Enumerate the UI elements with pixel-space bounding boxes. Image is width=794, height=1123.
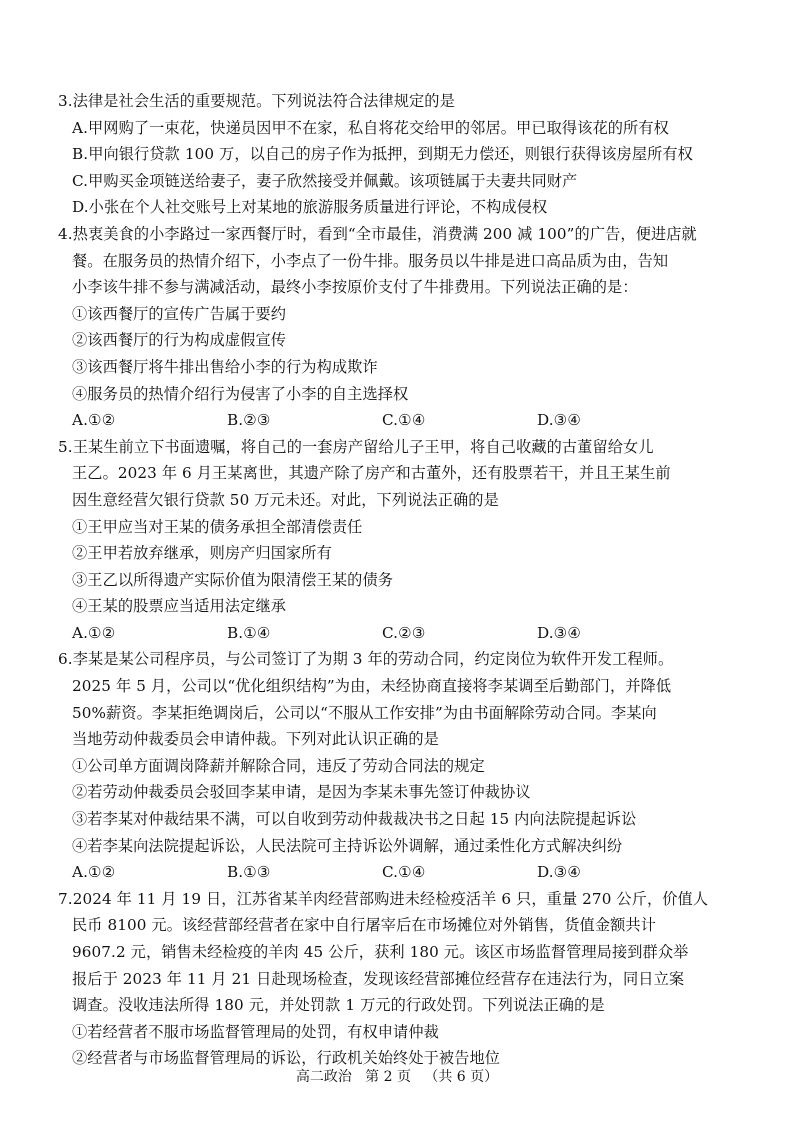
question-stem: 民币 8100 元。该经营部经营者在家中自行屠宰后在市场摊位对外销售，货值金额共计 <box>72 916 656 935</box>
question-stem: 报后于 2023 年 11 月 21 日赴现场检查，发现该经营部摊位经营存在违法行为，同日立案 <box>72 969 685 988</box>
choice-a: A.甲网购了一束花，快递员因甲不在家，私自将花交给甲的邻居。甲已取得该花的所有权 <box>72 118 669 137</box>
option-b: B.①③ <box>227 863 271 882</box>
question-stem: 小李该牛排不参与满减活动，最终小李按原价支付了牛排费用。下列说法正确的是： <box>72 278 638 297</box>
option-a: A.①② <box>72 623 116 642</box>
question-stem: 因生意经营欠银行贷款 50 万元未还。对此，下列说法正确的是 <box>72 490 499 509</box>
question-stem: 王乙。2023 年 6 月王某离世，其遗产除了房产和古董外，还有股票若干，并且王某生前 <box>72 464 671 483</box>
question-6 <box>58 646 754 885</box>
question-stem: 6.李某是某公司程序员，与公司签订了为期 3 年的劳动合同，约定岗位为软件开发工程师。 <box>58 650 674 669</box>
option-b: B.②③ <box>227 411 271 430</box>
question-stem: 当地劳动仲裁委员会申请仲裁。下列对此认识正确的是 <box>72 730 439 749</box>
choice-b: B.甲向银行贷款 100 万，以自己的房子作为抵押，到期无力偿还，则银行获得该房屋所有权 <box>72 145 693 164</box>
options-row <box>58 620 754 647</box>
statement: ④服务员的热情介绍行为侵害了小李的自主选择权 <box>72 384 409 403</box>
option-c: C.①④ <box>382 411 426 430</box>
choice-d: D.小张在个人社交账号上对某地的旅游服务质量进行评论，不构成侵权 <box>72 198 548 217</box>
option-a: A.①② <box>72 411 116 430</box>
question-stem: 5.王某生前立下书面遗嘱，将自己的一套房产留给儿子王甲，将自己收藏的古董留给女儿 <box>58 437 654 456</box>
question-stem: 9607.2 元，销售未经检疫的羊肉 45 公斤，获利 180 元。该区市场监督管理局接到群众举 <box>72 943 689 961</box>
statement: ②经营者与市场监督管理局的诉讼，行政机关始终处于被告地位 <box>72 1049 501 1068</box>
option-d: D.③④ <box>537 623 582 642</box>
statement: ③该西餐厅将牛排出售给小李的行为构成欺诈 <box>72 357 378 376</box>
option-b: B.①④ <box>227 623 271 642</box>
statement: ①该西餐厅的宣传广告属于要约 <box>72 304 287 323</box>
question-4 <box>58 221 754 434</box>
exam-page <box>58 88 754 1072</box>
option-d: D.③④ <box>537 411 582 430</box>
statement: ②该西餐厅的行为构成虚假宣传 <box>72 331 287 350</box>
option-a: A.①② <box>72 863 116 882</box>
statement: ①公司单方面调岗降薪并解除合同，违反了劳动合同法的规定 <box>72 756 485 775</box>
statement: ①若经营者不服市场监督管理局的处罚，有权申请仲裁 <box>72 1022 439 1041</box>
option-d: D.③④ <box>537 863 582 882</box>
choice-c: C.甲购买金项链送给妻子，妻子欣然接受并佩戴。该项链属于夫妻共同财产 <box>72 171 578 190</box>
options-row <box>58 407 754 434</box>
options-row <box>58 859 754 886</box>
question-5 <box>58 434 754 647</box>
question-stem: 调查。没收违法所得 180 元，并处罚款 1 万元的行政处罚。下列说法正确的是 <box>72 996 605 1015</box>
statement: ④王某的股票应当适用法定继承 <box>72 597 287 616</box>
question-stem: 50%薪资。李某拒绝调岗后，公司以“不服从工作安排”为由书面解除劳动合同。李某向 <box>72 703 657 722</box>
question-7 <box>58 886 754 1072</box>
question-stem: 2025 年 5 月，公司以“优化组织结构”为由，未经协商直接将李某调至后勤部门，并降低 <box>72 677 672 696</box>
question-3 <box>58 88 754 221</box>
statement: ③若李某对仲裁结果不满，可以自收到劳动仲裁裁决书之日起 15 内向法院提起诉讼 <box>72 810 637 829</box>
question-stem: 7.2024 年 11 月 19 日，江苏省某羊肉经营部购进未经检疫活羊 6 只，重量 270 公斤，价值人 <box>58 889 709 908</box>
question-stem: 4.热衷美食的小李路过一家西餐厅时，看到“全市最佳，消费满 200 减 100”的广告，便进店就 <box>58 224 697 243</box>
statement: ④若李某向法院提起诉讼，人民法院可主持诉讼外调解，通过柔性化方式解决纠纷 <box>72 836 623 855</box>
question-stem: 餐。在服务员的热情介绍下，小李点了一份牛排。服务员以牛排是进口高品质为由，告知 <box>72 251 669 270</box>
statement: ②若劳动仲裁委员会驳回李某申请，是因为李某未事先签订仲裁协议 <box>72 783 531 802</box>
statement: ②王甲若放弃继承，则房产归国家所有 <box>72 544 332 563</box>
option-c: C.①④ <box>382 863 426 882</box>
statement: ①王甲应当对王某的债务承担全部清偿责任 <box>72 517 363 536</box>
question-stem: 3.法律是社会生活的重要规范。下列说法符合法律规定的是 <box>58 92 455 110</box>
option-c: C.②③ <box>382 623 426 642</box>
statement: ③王乙以所得遗产实际价值为限清偿王某的债务 <box>72 570 394 589</box>
page-footer: 高二政治 第 2 页 （共 6 页） <box>295 1069 499 1085</box>
